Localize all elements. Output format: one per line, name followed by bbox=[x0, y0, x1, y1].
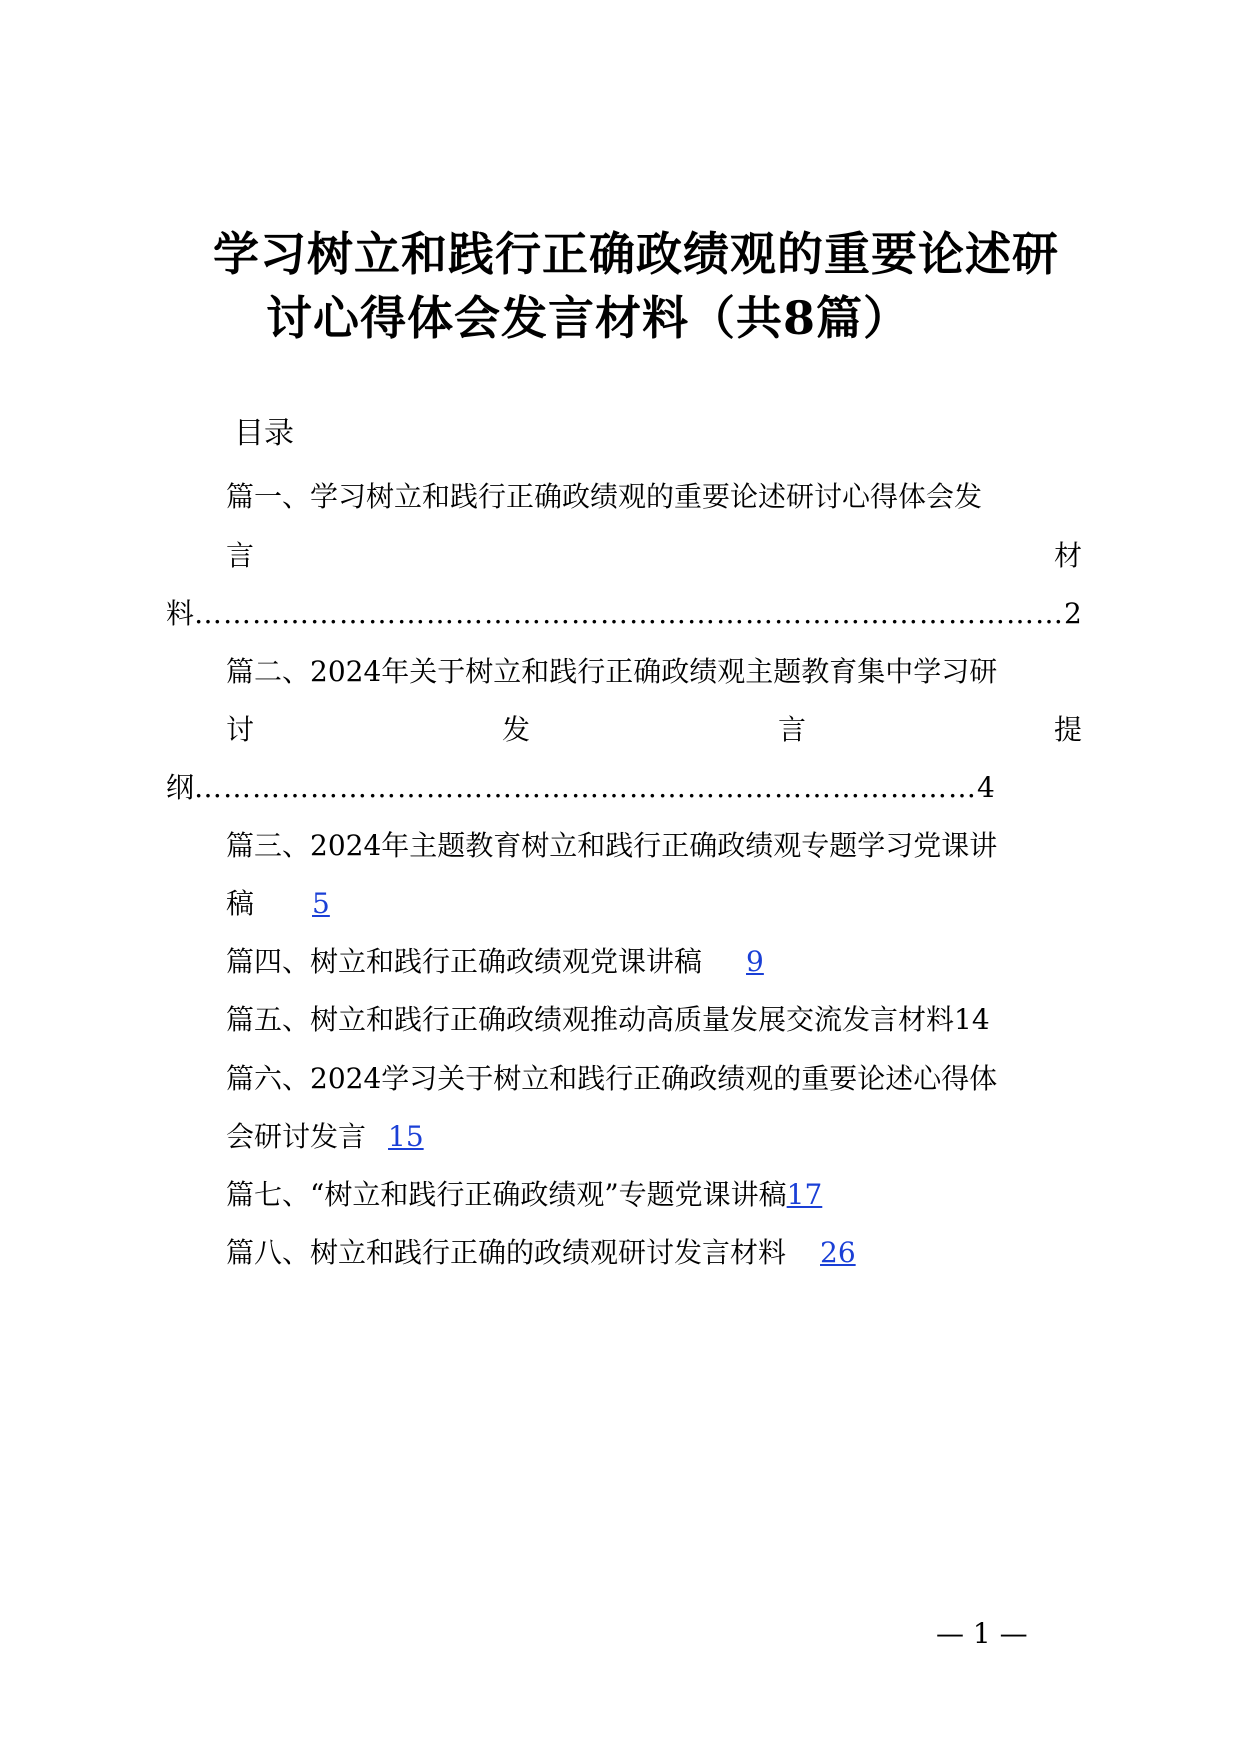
toc-entry-5-page[interactable]: 14 bbox=[954, 1003, 990, 1036]
toc-entry-8-page-link[interactable]: 26 bbox=[820, 1236, 856, 1269]
toc-entry-2-line-3[interactable] bbox=[166, 768, 995, 808]
toc-entry-8-text: 篇八、树立和践行正确的政绩观研讨发言材料 bbox=[226, 1236, 787, 1269]
toc-entry-4[interactable] bbox=[226, 942, 764, 982]
toc-entry-6-line-2[interactable] bbox=[226, 1117, 424, 1157]
toc-entry-2-line-1[interactable]: 篇二、2024年关于树立和践行正确政绩观主题教育集中学习研 bbox=[226, 655, 998, 688]
toc-heading: 目录 bbox=[234, 416, 294, 451]
toc-entry-3-page-link[interactable]: 5 bbox=[312, 887, 330, 920]
title-line-1: 学习树立和践行正确政绩观的重要论述研 bbox=[213, 227, 1059, 281]
toc-entry-5[interactable] bbox=[226, 1000, 990, 1040]
toc-entry-5-text: 篇五、树立和践行正确政绩观推动高质量发展交流发言材料 bbox=[226, 1003, 955, 1036]
toc-entry-7-page-link[interactable]: 17 bbox=[786, 1178, 823, 1211]
toc-entry-2-line-2-d[interactable]: 提 bbox=[1054, 713, 1083, 746]
toc-entry-3-tail-text: 稿 bbox=[226, 887, 255, 920]
toc-entry-7-text: 篇七、“树立和践行正确政绩观”专题党课讲稿 bbox=[226, 1178, 787, 1211]
toc-entry-2-line-2-b[interactable]: 发 bbox=[502, 713, 531, 746]
toc-entry-1-line-2-left[interactable]: 言 bbox=[226, 539, 255, 572]
toc-entry-2-tail-char: 纲 bbox=[166, 771, 195, 804]
toc-entry-6-tail-text: 会研讨发言 bbox=[226, 1120, 367, 1153]
toc-entry-6-page-link[interactable]: 15 bbox=[388, 1120, 424, 1153]
toc-entry-1-page[interactable]: 2 bbox=[1064, 597, 1082, 630]
toc-entry-1-tail-char: 料 bbox=[166, 597, 195, 630]
toc-entry-4-text: 篇四、树立和践行正确政绩观党课讲稿 bbox=[226, 945, 703, 978]
toc-entry-3-line-1[interactable]: 篇三、2024年主题教育树立和践行正确政绩观专题学习党课讲 bbox=[226, 829, 998, 862]
toc-entry-1-line-3[interactable] bbox=[166, 594, 1082, 634]
title-line-2: 讨心得体会发言材料（共8篇） bbox=[266, 291, 911, 345]
toc-entry-2-page[interactable]: 4 bbox=[977, 771, 995, 804]
toc-entry-6-line-1[interactable]: 篇六、2024学习关于树立和践行正确政绩观的重要论述心得体 bbox=[226, 1062, 998, 1095]
toc-entry-2-leader-dots: ……………………………………………………………………… bbox=[194, 771, 978, 804]
toc-entry-1-line-1[interactable]: 篇一、学习树立和践行正确政绩观的重要论述研讨心得体会发 bbox=[226, 480, 983, 513]
toc-entry-1-line-2-right[interactable]: 材 bbox=[1054, 539, 1083, 572]
toc-entry-1-leader-dots: ……………………………………………………………………………… bbox=[194, 597, 1065, 630]
toc-entry-8[interactable] bbox=[226, 1233, 856, 1273]
toc-entry-7[interactable] bbox=[226, 1175, 822, 1215]
toc-entry-3-line-2[interactable] bbox=[226, 884, 330, 924]
toc-entry-4-page-link[interactable]: 9 bbox=[746, 945, 764, 978]
page-number: — 1 — bbox=[936, 1617, 1028, 1650]
toc-entry-2-line-2-a[interactable]: 讨 bbox=[226, 713, 255, 746]
toc-entry-2-line-2-c[interactable]: 言 bbox=[778, 713, 807, 746]
